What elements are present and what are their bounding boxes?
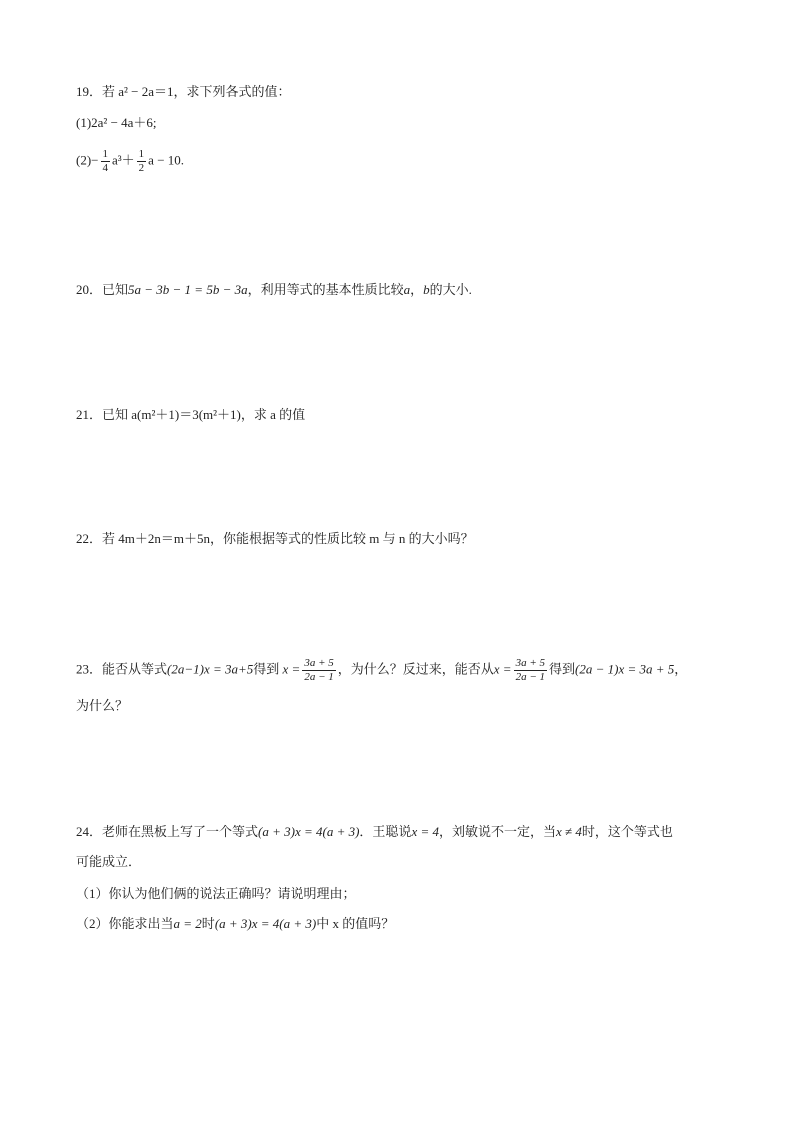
fraction-x-2: $\frac{3a + 5}{2a - 1}$ — [515, 657, 546, 683]
fraction-one-quarter: $\frac{1}{4}$ — [102, 148, 108, 174]
fraction-x-1: $\frac{3a + 5}{2a - 1}$ — [304, 657, 334, 683]
problem-22-statement: 22．若 4m＋2n＝m＋5n，你能根据等式的性质比较 m 与 n 的大小吗？ — [76, 531, 474, 546]
equation: (a + 3)x = 4(a + 3) — [258, 824, 360, 839]
problem-21-statement: 21．已知 a(m²＋1)＝3(m²＋1)，求 a 的值 — [76, 407, 306, 422]
problem-24-part-2: （2）你能求出当a = 2时(a + 3)x = 4(a + 3)中 x 的值吗？ — [76, 916, 395, 931]
problem-24-statement: 24．老师在黑板上写了一个等式(a + 3)x = 4(a + 3)．王聪说x = 4，刘敏说不一定，当x ≠ 4时，这个等式也 — [76, 824, 673, 839]
problem-24-part-1: （1）你认为他们俩的说法正确吗？请说明理由； — [76, 886, 356, 901]
problem-19-part-1: (1)2a² − 4a＋6; — [76, 115, 157, 130]
problem-23-line-2: 为什么？ — [76, 698, 129, 713]
equation: 5a − 3b − 1 = 5b − 3a — [128, 282, 248, 297]
problem-20-statement: 20．已知5a − 3b − 1 = 5b − 3a，利用等式的基本性质比较a，b的大小. — [76, 282, 472, 297]
equation-2: (2a − 1)x = 3a + 5 — [575, 661, 675, 677]
equation-1: (2a−1)x = 3a+5 — [167, 661, 254, 677]
problem-19-part-2: (2)− $\frac{1}{4}$ a³＋ $\frac{1}{2}$ a − 10. — [76, 148, 185, 174]
fraction-one-half: $\frac{1}{2}$ — [138, 148, 145, 174]
problem-23-statement: 23．能否从等式(2a−1)x = 3a+5得到 x = $\frac{3a + 5}{2a - 1}$ ，为什么？反过来，能否从x = $\frac{3a + 5}{2a - 1}$ 得到(2a − 1)x = 3a + 5， — [76, 657, 688, 683]
problem-19-statement: 19．若 a² − 2a＝1，求下列各式的值： — [76, 84, 291, 99]
problem-24-line-2: 可能成立． — [76, 854, 142, 869]
